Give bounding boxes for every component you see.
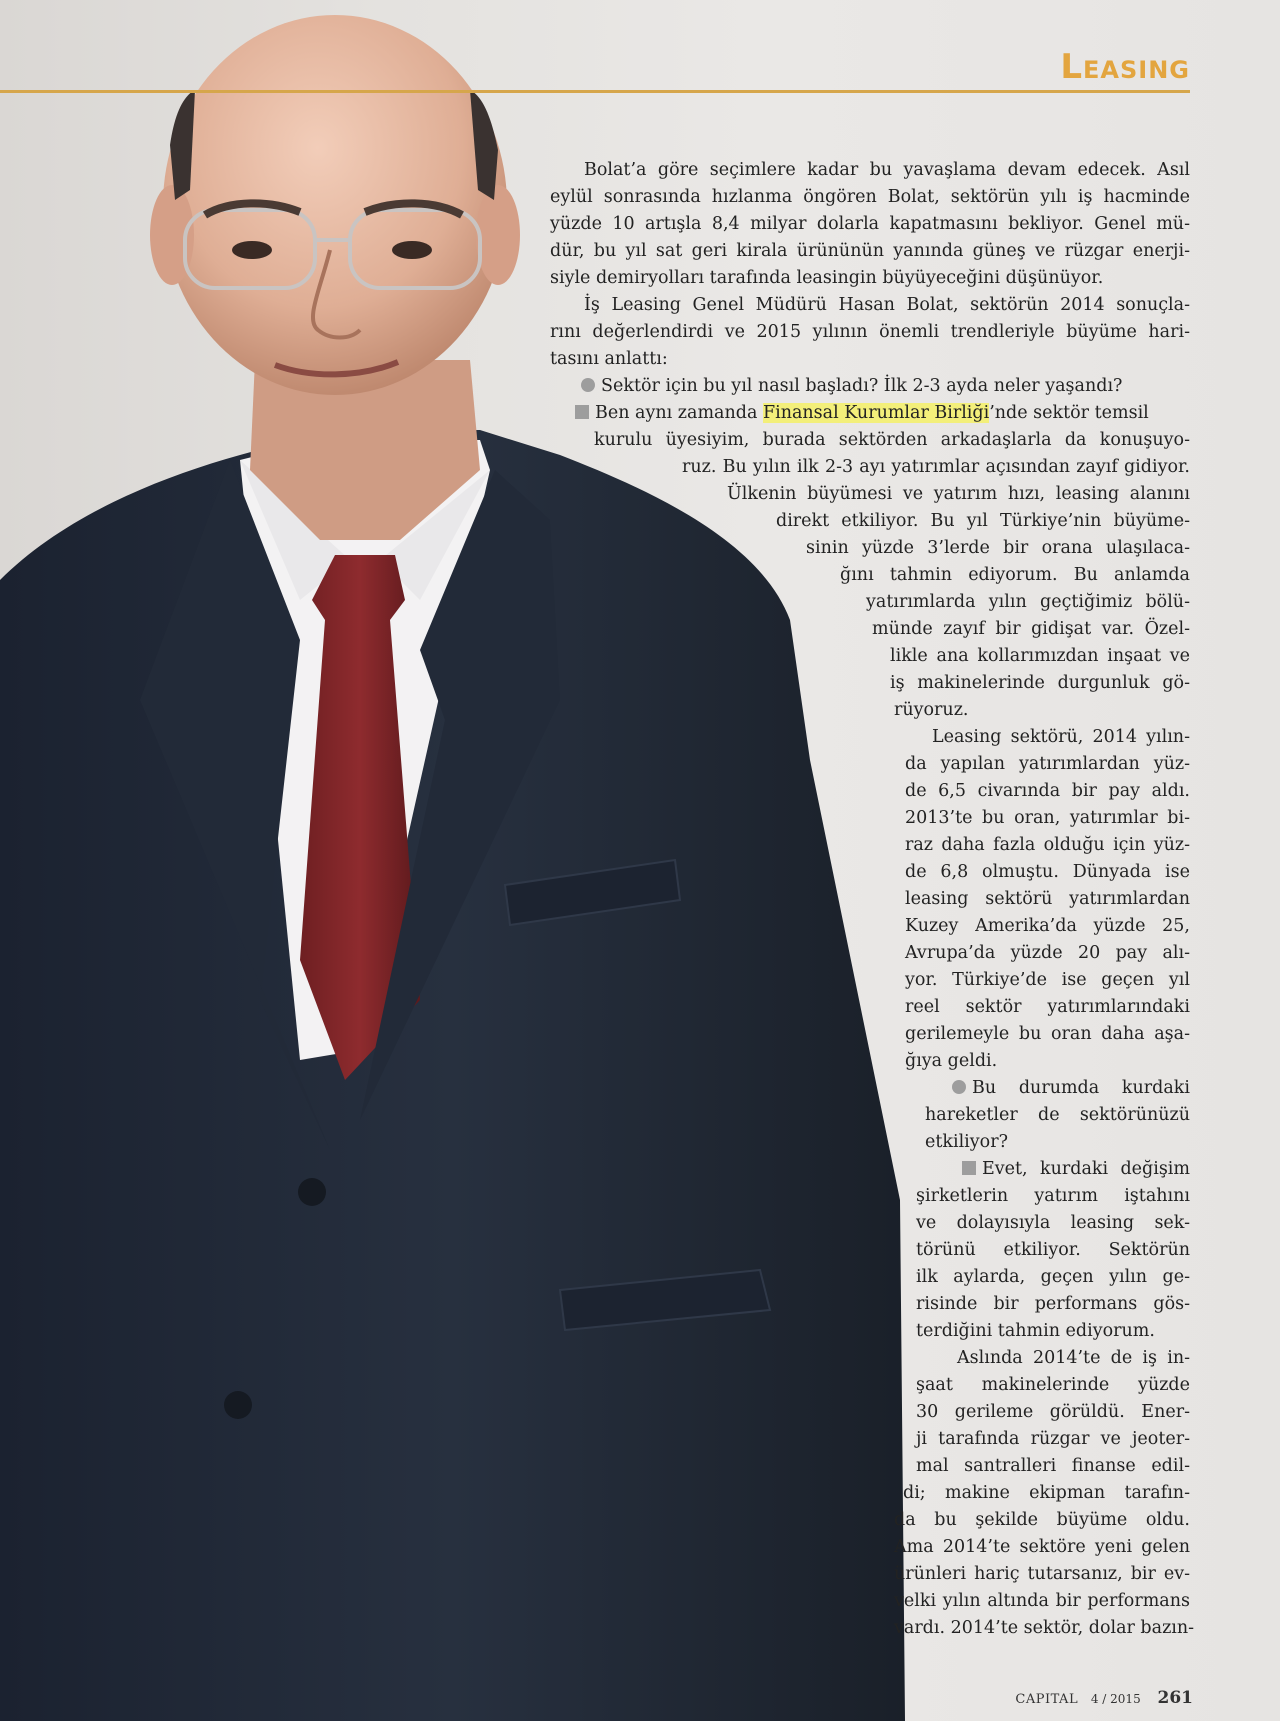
article-line: reel sektör yatırımlarındaki [905, 997, 1190, 1017]
article-line: 2013’te bu oran, yatırımlar bi- [905, 808, 1190, 828]
magazine-name: CAPITAL [1015, 1692, 1079, 1707]
article-line: siyle demiryolları tarafında leasingin büyüyeceğini düşünüyor. [550, 268, 1104, 288]
article-line: raz daha fazla olduğu için yüz- [905, 835, 1190, 855]
page-footer [1015, 1688, 1193, 1708]
article-line: iş makinelerinde durgunluk gö- [890, 673, 1190, 693]
article-line: sinin yüzde 3’lerde bir orana ulaşılaca- [806, 538, 1190, 558]
answer-line [962, 1156, 1190, 1183]
article-line: mal santralleri finanse edil- [916, 1456, 1190, 1476]
article-line: ilk aylarda, geçen yılın ge- [916, 1267, 1190, 1287]
article-line: tasını anlattı: [550, 349, 668, 369]
article-line: yatırımlarda yılın geçtiğimiz bölü- [866, 592, 1190, 612]
article-line: eylül sonrasında hızlanma öngören Bolat, sektörün yılı iş hacminde [550, 187, 1190, 207]
article-line: gerilemeyle bu oran daha aşa- [905, 1024, 1190, 1044]
article-line: ğını tahmin ediyorum. Bu anlamda [840, 565, 1190, 585]
answer-text: Evet, kurdaki değişim [982, 1159, 1190, 1179]
article-line: ürünleri hariç tutarsanız, bir ev- [894, 1564, 1190, 1584]
answer-bullet-icon [962, 1161, 976, 1175]
article-line: di; makine ekipman tarafın- [903, 1483, 1190, 1503]
article-line: şirketlerin yatırım iştahını [916, 1186, 1190, 1206]
article-line: dür, bu yıl sat geri kirala ürününün yanında güneş ve rüzgar enerji- [550, 241, 1190, 261]
answer-text: Ben aynı zamanda [595, 403, 763, 423]
answer-bullet-icon [575, 405, 589, 419]
article-line: yor. Türkiye’de ise geçen yıl [905, 970, 1190, 990]
answer-text: ’nde sektör temsil [989, 403, 1149, 423]
article-line: rüyoruz. [894, 700, 969, 720]
article-line: ji tarafında rüzgar ve jeoter- [916, 1429, 1190, 1449]
highlighted-text: Finansal Kurumlar Birliği [762, 403, 990, 423]
article-line: 30 gerileme görüldü. Ener- [916, 1402, 1190, 1422]
question-line [581, 373, 1190, 400]
article-line: İş Leasing Genel Müdürü Hasan Bolat, sektörün 2014 sonuçla- [584, 295, 1190, 315]
article-line: Aslında 2014’te de iş in- [957, 1348, 1190, 1368]
article-line: ğıya geldi. [905, 1051, 998, 1071]
section-title: Leasing [1060, 47, 1190, 87]
article-line: Avrupa’da yüzde 20 pay alı- [905, 943, 1190, 963]
article-line: törünü etkiliyor. Sektörün [916, 1240, 1190, 1260]
article-line: Kuzey Amerika’da yüzde 25, [905, 916, 1190, 936]
article-line: leasing sektörü yatırımlardan [905, 889, 1190, 909]
article-line: Bolat’a göre seçimlere kadar bu yavaşlama devam edecek. Asıl [584, 160, 1190, 180]
article-line: ruz. Bu yılın ilk 2-3 ayı yatırımlar açısından zayıf gidiyor. [682, 457, 1190, 477]
article-line: direkt etkiliyor. Bu yıl Türkiye’nin büyüme- [776, 511, 1190, 531]
article-line: velki yılın altında bir performans [894, 1591, 1190, 1611]
article-line: yüzde 10 artışla 8,4 milyar dolarla kapatmasını bekliyor. Genel mü- [550, 214, 1190, 234]
page-number: 261 [1157, 1688, 1193, 1708]
article-line: şaat makinelerinde yüzde [916, 1375, 1190, 1395]
article-line: terdiğini tahmin ediyorum. [916, 1321, 1155, 1341]
article-line: vardı. 2014’te sektör, dolar bazın- [894, 1618, 1195, 1638]
question-line [952, 1075, 1190, 1102]
question-bullet-icon [952, 1080, 966, 1094]
article-line: kurulu üyesiyim, burada sektörden arkadaşlarla da konuşuyo- [594, 430, 1190, 450]
answer-line [575, 400, 1190, 427]
question-bullet-icon [581, 378, 595, 392]
article-line: münde zayıf bir gidişat var. Özel- [872, 619, 1190, 639]
article-line: de 6,8 olmuştu. Dünyada ise [905, 862, 1190, 882]
article-line: rını değerlendirdi ve 2015 yılının önemli trendleriyle büyüme hari- [550, 322, 1190, 342]
article-line: risinde bir performans gös- [916, 1294, 1190, 1314]
article-line: Ama 2014’te sektöre yeni gelen [894, 1537, 1190, 1557]
article-line: da bu şekilde büyüme oldu. [894, 1510, 1190, 1530]
article-line: Leasing sektörü, 2014 yılın- [932, 727, 1190, 747]
question-line: etkiliyor? [925, 1132, 1008, 1152]
article-line: de 6,5 civarında bir pay aldı. [905, 781, 1190, 801]
question-text: Bu durumda kurdaki [972, 1078, 1190, 1098]
issue-number: 4 / 2015 [1090, 1692, 1141, 1706]
article-line: Ülkenin büyümesi ve yatırım hızı, leasing alanını [727, 484, 1190, 504]
article-line: da yapılan yatırımlardan yüz- [905, 754, 1190, 774]
article-line: likle ana kollarımızdan inşaat ve [890, 646, 1190, 666]
article-line: ve dolayısıyla leasing sek- [916, 1213, 1190, 1233]
question-text: Sektör için bu yıl nasıl başladı? İlk 2-3 ayda neler yaşandı? [601, 376, 1123, 396]
question-line: hareketler de sektörünüzü [925, 1105, 1190, 1125]
